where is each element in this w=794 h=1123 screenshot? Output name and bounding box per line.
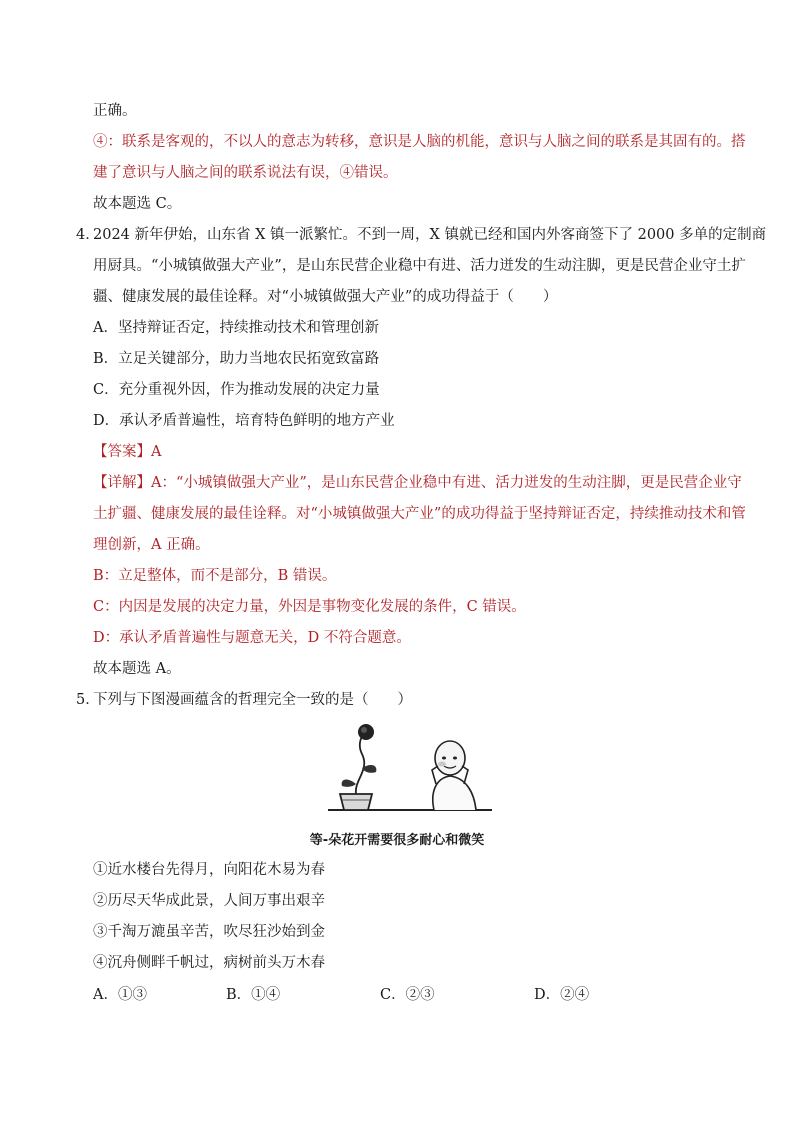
q4-detail-line-6: D：承认矛盾普遍性与题意无关，D 不符合题意。 [93,630,411,646]
q4-number: 4． [76,227,100,243]
q4-detail-line-4: B：立足整体，而不是部分，B 错误。 [93,568,337,584]
prev-line-1: 正确。 [93,103,137,119]
prev-line-3: 建了意识与人脑之间的联系说法有误，④错误。 [93,165,398,181]
q4-answer: 【答案】A [93,444,162,460]
q4-option-d: D．承认矛盾普遍性，培育特色鲜明的地方产业 [93,413,395,429]
q5-option-a: A．①③ [93,987,147,1003]
cartoon-caption: 等-朵花开需要很多耐心和微笑 [309,833,485,848]
q5-option-b: B．①④ [226,987,281,1003]
q4-option-c: C．充分重视外因，作为推动发展的决定力量 [93,382,380,398]
q4-option-a: A．坚持辩证否定，持续推动技术和管理创新 [93,320,379,336]
q5-item-2: ②历尽天华成此景，人间万事出艰辛 [93,893,325,909]
q4-conclusion: 故本题选 A。 [93,661,181,677]
q5-item-1: ①近水楼台先得月，向阳花木易为春 [93,862,325,878]
q4-option-b: B．立足关键部分，助力当地农民拓宽致富路 [93,351,380,367]
q4-stem-line-1: 2024 新年伊始，山东省 X 镇一派繁忙。不到一周，X 镇就已经和国内外客商签下了 2000 多单的定制商 [93,227,767,243]
q5-item-4: ④沉舟侧畔千帆过，病树前头万木春 [93,955,325,971]
q5-item-3: ③千淘万漉虽辛苦，吹尽狂沙始到金 [93,924,325,940]
q4-stem-line-2: 用厨具。“小城镇做强大产业”，是山东民营企业稳中有进、活力迸发的生动注脚，更是民营企业守土扩 [93,258,746,274]
q5-option-c: C．②③ [380,987,435,1003]
q5-stem: 下列与下图漫画蕴含的哲理完全一致的是（ ） [93,692,412,708]
cartoon-illustration [326,722,494,822]
q4-detail-line-1: 【详解】A：“小城镇做强大产业”，是山东民营企业稳中有进、活力迸发的生动注脚，更是民营企业守 [93,475,742,491]
q4-stem-line-3: 疆、健康发展的最佳诠释。对“小城镇做强大产业”的成功得益于（ ） [93,289,558,305]
prev-conclusion: 故本题选 C。 [93,196,182,212]
prev-line-2: ④：联系是客观的，不以人的意志为转移，意识是人脑的机能，意识与人脑之间的联系是其固有的。搭 [93,134,746,150]
q4-detail-line-3: 理创新，A 正确。 [93,537,210,553]
q5-option-d: D．②④ [534,987,590,1003]
q4-detail-line-2: 土扩疆、健康发展的最佳诠释。对“小城镇做强大产业”的成功得益于坚持辩证否定，持续推动技术和管 [93,506,746,522]
q5-number: 5． [76,692,100,708]
q4-detail-line-5: C：内因是发展的决定力量，外因是事物变化发展的条件，C 错误。 [93,599,526,615]
